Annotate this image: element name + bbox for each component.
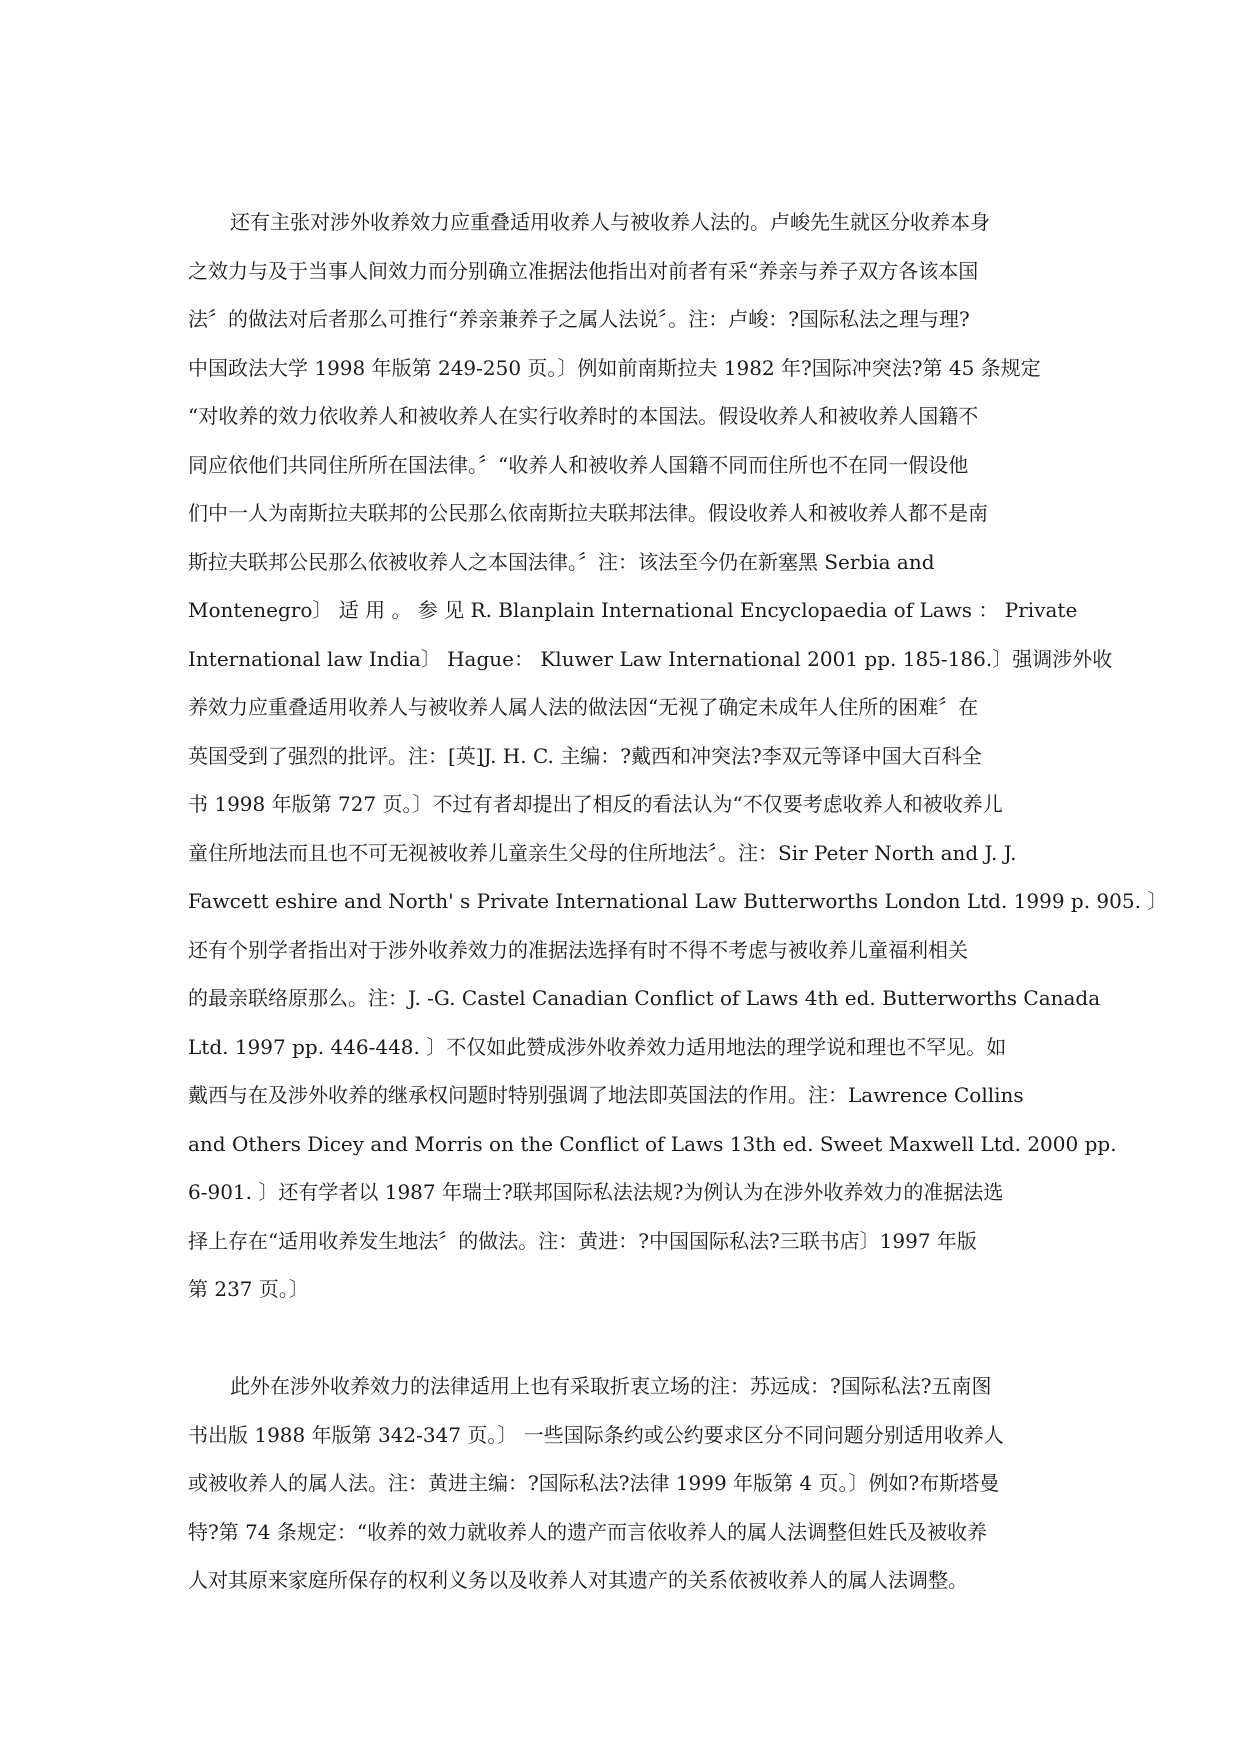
paragraph-2 (188, 1362, 1054, 1605)
paragraph-line: 法〞的做法对后者那么可推行“养亲兼养子之属人法说〞。注：卢峻：?国际私法之理与理? (188, 307, 970, 331)
paragraph-line: and Others Dicey and Morris on the Conflict of Laws 13th ed. Sweet Maxwell Ltd. 2000 pp. (188, 1131, 1117, 1156)
paragraph-line: 书 1998 年版第 727 页。〕不过有者却提出了相反的看法认为“不仅要考虑收养人和被收养儿 (188, 792, 1003, 816)
paragraph-line: 书出版 1988 年版第 342-347 页。〕 一些国际条约或公约要求区分不同问题分别适用收养人 (188, 1422, 1004, 1447)
paragraph-line: 6-901. 〕还有学者以 1987 年瑞士?联邦国际私法法规?为例认为在涉外收养效力的准据法选 (188, 1180, 1004, 1204)
paragraph-line: 或被收养人的属人法。注：黄进主编：?国际私法?法律 1999 年版第 4 页。〕例如?布斯塔曼 (188, 1471, 1000, 1495)
paragraph-1 (188, 198, 1168, 1314)
paragraph-line: 同应依他们共同住所所在国法律。〞“收养人和被收养人国籍不同而住所也不在同一假设他 (188, 452, 969, 477)
paragraph-line: 童住所地法而且也不可无视被收养儿童亲生父母的住所地法〞。注：Sir Peter North and J. J. (188, 840, 1017, 865)
paragraph-line: 还有主张对涉外收养效力应重叠适用收养人与被收养人法的。卢峻先生就区分收养本身 (230, 210, 990, 234)
paragraph-line: Fawcett eshire and North' s Private International Law Butterworths London Ltd. 1999 p. 905. 〕 (188, 889, 1168, 913)
paragraph-line: “对收养的效力依收养人和被收养人在实行收养时的本国法。假设收养人和被收养人国籍不 (188, 404, 979, 428)
paragraph-line: 此外在涉外收养效力的法律适用上也有采取折衷立场的注：苏远成：?国际私法?五南图 (230, 1374, 992, 1398)
paragraph-line: 斯拉夫联邦公民那么依被收养人之本国法律。〞注：该法至今仍在新塞黑 Serbia and (188, 549, 935, 574)
paragraph-line: 英国受到了强烈的批评。注：[英]J. H. C. 主编：?戴西和冲突法?李双元等译中国大百科全 (188, 743, 982, 768)
paragraph-line: 养效力应重叠适用收养人与被收养人属人法的做法因“无视了确定未成年人住所的困难〞在 (188, 695, 979, 719)
paragraph-line: 第 237 页。〕 (188, 1277, 309, 1301)
paragraph-line: Ltd. 1997 pp. 446-448. 〕不仅如此赞成涉外收养效力适用地法的理学说和理也不罕见。如 (188, 1034, 1007, 1059)
paragraph-line: 择上存在“适用收养发生地法〞的做法。注：黄进：?中国国际私法?三联书店〕1997 年版 (188, 1228, 977, 1253)
paragraph-line: 戴西与在及涉外收养的继承权问题时特别强调了地法即英国法的作用。注：Lawrence Collins (188, 1083, 1024, 1107)
paragraph-line: International law India〕 Hague： Kluwer Law International 2001 pp. 185-186.〕强调涉外收 (188, 646, 1113, 671)
paragraph-line: 之效力与及于当事人间效力而分别确立准据法他指出对前者有采“养亲与养子双方各该本国 (188, 258, 979, 283)
paragraph-line: Montenegro〕 适 用 。 参 见 R. Blanplain International Encyclopaedia of Laws ： Private (188, 598, 1078, 622)
paragraph-line: 中国政法大学 1998 年版第 249-250 页。〕例如前南斯拉夫 1982 年?国际冲突法?第 45 条规定 (188, 355, 1041, 380)
paragraph-line: 人对其原来家庭所保存的权利义务以及收养人对其遗产的关系依被收养人的属人法调整。 (188, 1568, 968, 1592)
paragraph-line: 的最亲联络原那么。注：J. -G. Castel Canadian Conflict of Laws 4th ed. Butterworths Canada (188, 986, 1101, 1010)
paragraph-line: 们中一人为南斯拉夫联邦的公民那么依南斯拉夫联邦法律。假设收养人和被收养人都不是南 (188, 501, 988, 525)
paragraph-line: 还有个别学者指出对于涉外收养效力的准据法选择有时不得不考虑与被收养儿童福利相关 (188, 937, 968, 962)
paragraph-line: 特?第 74 条规定：“收养的效力就收养人的遗产而言依收养人的属人法调整但姓氏及被收养 (188, 1519, 988, 1544)
